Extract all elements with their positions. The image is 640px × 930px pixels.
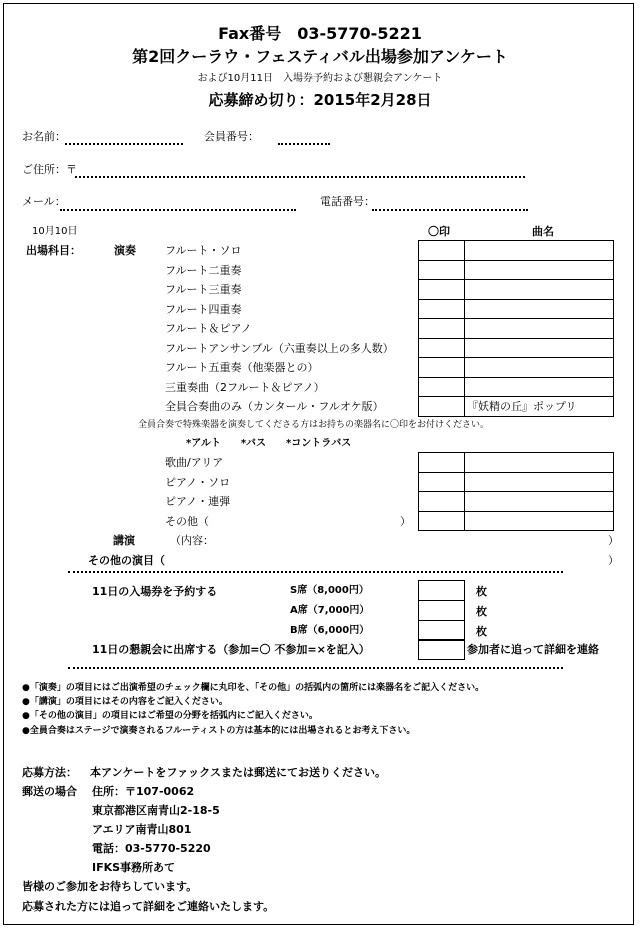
performance-item-label: フルート三重奏 — [165, 283, 242, 296]
email-label: メール： — [22, 195, 66, 208]
piece-title-field[interactable] — [464, 511, 614, 532]
mark-checkbox[interactable] — [418, 318, 465, 339]
address-line: アエリア南青山801 — [92, 823, 192, 836]
lecture-close-paren: ） — [608, 534, 619, 547]
form-title: 第2回クーラウ・フェスティバル出場参加アンケート — [132, 47, 508, 66]
note-item: ●「演奏」の項目にはご出演希望のチェック欄に丸印を、「その他」の括弧内の箇所には楽器名をご記入ください。 — [22, 683, 485, 693]
piece-title-field[interactable] — [464, 357, 614, 378]
closing-message: 皆様のご参加をお待ちしています。 — [22, 880, 198, 893]
seat-quantity-box[interactable] — [418, 580, 465, 601]
piece-title-field[interactable] — [464, 279, 614, 300]
piece-title-field[interactable] — [464, 299, 614, 320]
section-divider — [68, 571, 563, 573]
address-line: 電話：03-5770-5220 — [92, 842, 211, 855]
party-note: 参加者に追って詳細を連絡 — [467, 643, 599, 656]
mark-checkbox[interactable] — [418, 357, 465, 378]
mark-checkbox[interactable] — [418, 279, 465, 300]
section-divider-2 — [68, 667, 563, 669]
other-program-label: その他の演目（ — [88, 554, 165, 567]
piece-title-field[interactable] — [464, 396, 614, 417]
mark-checkbox[interactable] — [418, 511, 465, 532]
seat-label: A席（7,000円） — [290, 605, 370, 616]
performance-item-label: フルート二重奏 — [165, 263, 242, 277]
mark-checkbox[interactable] — [418, 260, 465, 281]
party-answer-box[interactable] — [418, 639, 465, 660]
ticket-label: 11日の入場券を予約する — [92, 585, 218, 598]
name-field[interactable] — [65, 143, 183, 145]
piece-title-field[interactable] — [464, 318, 614, 339]
seat-unit: 枚 — [476, 625, 487, 638]
seat-unit: 枚 — [476, 605, 487, 618]
member-number-label: 会員番号： — [204, 130, 259, 143]
seat-label: B席（6,000円） — [290, 625, 370, 636]
performance-item-label: 全員合奏曲のみ（カンタール・フルオケ版） — [165, 400, 384, 413]
mark-checkbox[interactable] — [418, 338, 465, 359]
form-subtitle: および10月11日 入場券予約および懇親会アンケート — [197, 73, 443, 84]
performance-item-label: ピアノ・ソロ — [165, 475, 231, 489]
event-date: 10月10日 — [32, 226, 78, 237]
piece-title-field[interactable] — [464, 472, 614, 493]
special-instruments: *アルト *バス *コントラバス — [186, 438, 352, 449]
piece-title-field[interactable] — [464, 377, 614, 398]
fax-number: Fax番号 03-5770-5221 — [218, 24, 422, 43]
seat-quantity-box[interactable] — [418, 620, 465, 641]
seat-label: S席（8,000円） — [290, 585, 369, 596]
mark-checkbox[interactable] — [418, 299, 465, 320]
deadline: 応募締め切り：2015年2月28日 — [208, 91, 432, 109]
email-field[interactable] — [60, 209, 296, 211]
lecture-label: 講演 — [113, 534, 135, 547]
method-label: 応募方法： — [22, 766, 77, 779]
piece-title: 『妖精の丘』ポップリ — [467, 400, 577, 413]
address-line: 東京都港区南青山2-18-5 — [92, 804, 220, 817]
note-item: ●「その他の演目」の項目にはご希望の分野を括弧内にご記入ください。 — [22, 711, 318, 721]
category-label: 出場科目： — [26, 244, 81, 257]
address-line: IFKS事務所あて — [92, 861, 176, 874]
performance-item-label: フルート＆ピアノ — [165, 322, 252, 335]
piece-title-field[interactable] — [464, 260, 614, 281]
address-field[interactable] — [75, 176, 525, 178]
seat-quantity-box[interactable] — [418, 600, 465, 621]
performance-item-label: 歌曲/アリア — [165, 456, 224, 469]
performance-item-label: その他（ — [165, 514, 209, 528]
piece-title-field[interactable] — [464, 240, 614, 261]
method-text: 本アンケートをファックスまたは郵送にてお送りください。 — [90, 766, 387, 779]
mail-label: 郵送の場合 — [22, 785, 77, 798]
performance-item-label: フルートアンサンブル（六重奏以上の多人数） — [165, 341, 394, 355]
mark-checkbox[interactable] — [418, 452, 465, 473]
member-number-field[interactable] — [278, 143, 330, 145]
mark-checkbox[interactable] — [418, 377, 465, 398]
performance-item-label: 三重奏曲（2フルート＆ピアノ） — [165, 380, 325, 394]
piece-title-field[interactable] — [464, 452, 614, 473]
other-close-paren: ） — [400, 515, 411, 528]
seat-unit: 枚 — [476, 585, 487, 598]
address-label: ご住所：〒 — [22, 163, 77, 176]
piece-title-field[interactable] — [464, 338, 614, 359]
mark-checkbox[interactable] — [418, 396, 465, 417]
other-program-close-paren: ） — [608, 554, 619, 567]
name-label: お名前： — [22, 130, 66, 143]
performance-label: 演奏 — [114, 244, 136, 257]
note-item: ●「講演」の項目にはその内容をご記入ください。 — [22, 697, 228, 707]
mark-checkbox[interactable] — [418, 472, 465, 493]
mark-checkbox[interactable] — [418, 240, 465, 261]
mark-column-header: 〇印 — [428, 225, 450, 238]
piece-title-field[interactable] — [464, 491, 614, 512]
performance-item-label: フルート・ソロ — [165, 244, 242, 257]
phone-label: 電話番号： — [320, 195, 375, 208]
phone-field[interactable] — [372, 209, 528, 211]
closing-note: 応募された方には追って詳細をご連絡いたします。 — [22, 900, 275, 913]
note-item: ●全員合奏はステージで演奏されるフルーティストの方は基本的には出場されるとお考え下さい。 — [22, 726, 416, 736]
lecture-content-label: （内容： — [170, 534, 214, 547]
ensemble-note: 全員合奏で特殊楽器を演奏してくださる方はお持ちの楽器名に〇印をお付けください。 — [138, 420, 490, 430]
mark-checkbox[interactable] — [418, 491, 465, 512]
party-label: 11日の懇親会に出席する（参加=〇 不参加=×を記入） — [92, 643, 370, 656]
address-line: 住所：〒107-0062 — [92, 785, 195, 798]
performance-item-label: ピアノ・連弾 — [165, 495, 231, 508]
performance-item-label: フルート五重奏（他楽器との） — [165, 361, 319, 374]
performance-item-label: フルート四重奏 — [165, 302, 242, 316]
piece-column-header: 曲名 — [532, 225, 554, 238]
